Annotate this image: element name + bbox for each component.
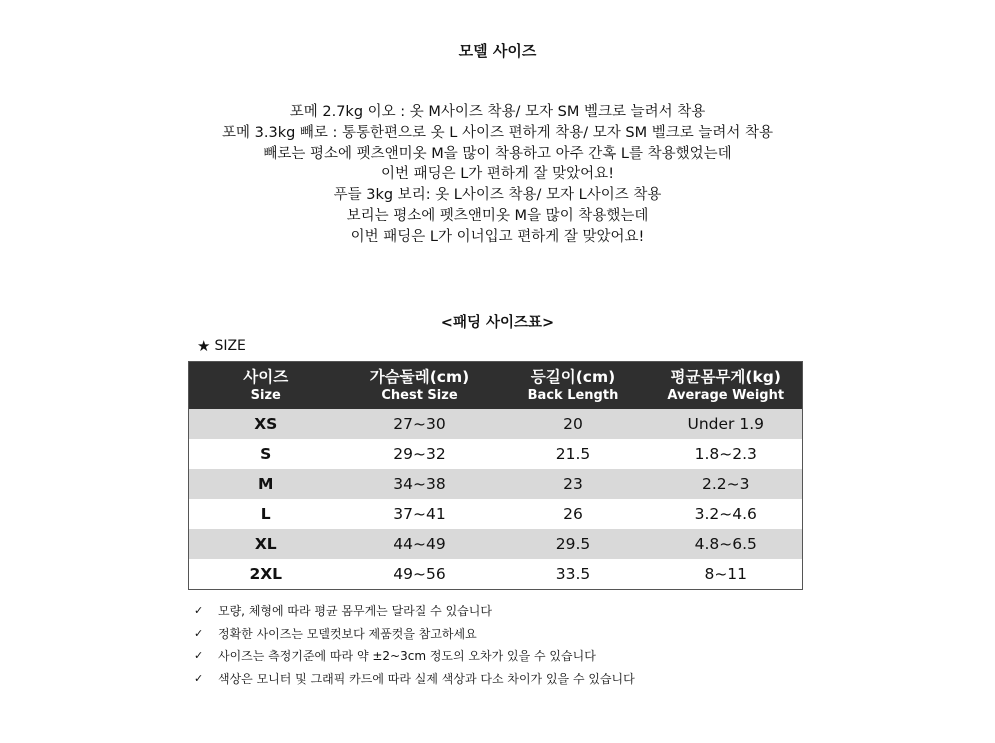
header-back-length	[497, 362, 650, 410]
back-length-cell: 20	[497, 409, 650, 439]
note-text: 모량, 체형에 따라 평균 몸무게는 달라질 수 있습니다	[218, 604, 492, 618]
back-length-cell: 23	[497, 469, 650, 499]
note-item	[194, 668, 635, 691]
table-row	[189, 529, 803, 559]
note-item	[194, 645, 635, 668]
chest-cell: 49~56	[343, 559, 497, 590]
model-line: 포메 2.7kg 이오 : 옷 M사이즈 착용/ 모자 SM 벨크로 늘려서 착용	[289, 104, 706, 120]
model-line: 빼로는 평소에 펫츠앤미옷 M을 많이 착용하고 아주 간혹 L를 착용했었는데	[263, 145, 732, 162]
check-icon: ✓	[194, 626, 204, 640]
header-label-en: Size	[250, 387, 281, 403]
star-icon: ★	[197, 337, 211, 355]
note-item	[194, 623, 635, 646]
header-label-ko: 평균몸무게(kg)	[670, 367, 781, 386]
notes-list	[194, 600, 635, 691]
note-text: 색상은 모니터 및 그래픽 카드에 따라 실제 색상과 다소 차이가 있을 수 있습니다	[218, 672, 635, 687]
header-label-ko: 등길이(cm)	[530, 367, 616, 386]
check-icon: ✓	[194, 672, 204, 686]
check-icon: ✓	[194, 604, 204, 617]
back-length-cell: 29.5	[497, 529, 650, 559]
chest-cell: 37~41	[343, 499, 497, 529]
size-label-text: SIZE	[214, 338, 246, 354]
weight-cell: 8~11	[650, 559, 803, 590]
size-cell: XS	[189, 409, 343, 439]
note-item	[194, 600, 635, 623]
size-label	[197, 337, 246, 355]
note-text: 정확한 사이즈는 모델컷보다 제품컷을 참고하세요	[218, 626, 477, 641]
table-row	[189, 559, 803, 590]
header-size	[189, 362, 343, 410]
header-label-en: Back Length	[527, 387, 619, 403]
table-row	[189, 409, 803, 439]
back-length-cell: 21.5	[497, 439, 650, 469]
header-chest	[343, 362, 497, 410]
check-icon: ✓	[194, 649, 204, 663]
size-chart-title: <패딩 사이즈표>	[440, 315, 555, 331]
model-size-description	[0, 102, 995, 248]
weight-cell: 1.8~2.3	[650, 439, 803, 469]
chest-cell: 44~49	[343, 529, 497, 559]
model-line: 이번 패딩은 L가 이너입고 편하게 잘 맞았어요!	[350, 228, 645, 245]
table-row	[189, 439, 803, 469]
weight-cell: 4.8~6.5	[650, 529, 803, 559]
header-label-ko: 사이즈	[243, 367, 289, 386]
weight-cell: 3.2~4.6	[650, 499, 803, 529]
size-cell: S	[189, 439, 343, 469]
note-text: 사이즈는 측정기준에 따라 약 ±2~3cm 정도의 오차가 있을 수 있습니다	[218, 649, 596, 664]
header-label-en: Average Weight	[667, 387, 785, 403]
table-row	[189, 469, 803, 499]
back-length-cell: 26	[497, 499, 650, 529]
chest-cell: 29~32	[343, 439, 497, 469]
model-size-title: 모델 사이즈	[458, 42, 537, 60]
table-row	[189, 499, 803, 529]
chest-cell: 27~30	[343, 409, 497, 439]
size-cell: M	[189, 469, 343, 499]
size-cell: 2XL	[189, 559, 343, 590]
back-length-cell: 33.5	[497, 559, 650, 590]
size-cell: L	[189, 499, 343, 529]
header-weight	[650, 362, 803, 410]
model-line: 이번 패딩은 L가 편하게 잘 맞았어요!	[380, 166, 615, 183]
table-header-row	[189, 362, 803, 410]
header-label-ko: 가슴둘레(cm)	[369, 367, 470, 386]
weight-cell: 2.2~3	[650, 469, 803, 499]
weight-cell: Under 1.9	[650, 409, 803, 439]
chest-cell: 34~38	[343, 469, 497, 499]
model-line: 보리는 평소에 펫츠앤미옷 M을 많이 착용했는데	[346, 207, 649, 224]
size-cell: XL	[189, 529, 343, 559]
size-table	[188, 361, 803, 590]
model-line: 포메 3.3kg 빼로 : 통통한편으로 옷 L 사이즈 편하게 착용/ 모자 SM 벨크로 늘려서 착용	[222, 124, 773, 141]
model-line: 푸들 3kg 보리: 옷 L사이즈 착용/ 모자 L사이즈 착용	[333, 187, 662, 204]
header-label-en: Chest Size	[381, 387, 458, 403]
